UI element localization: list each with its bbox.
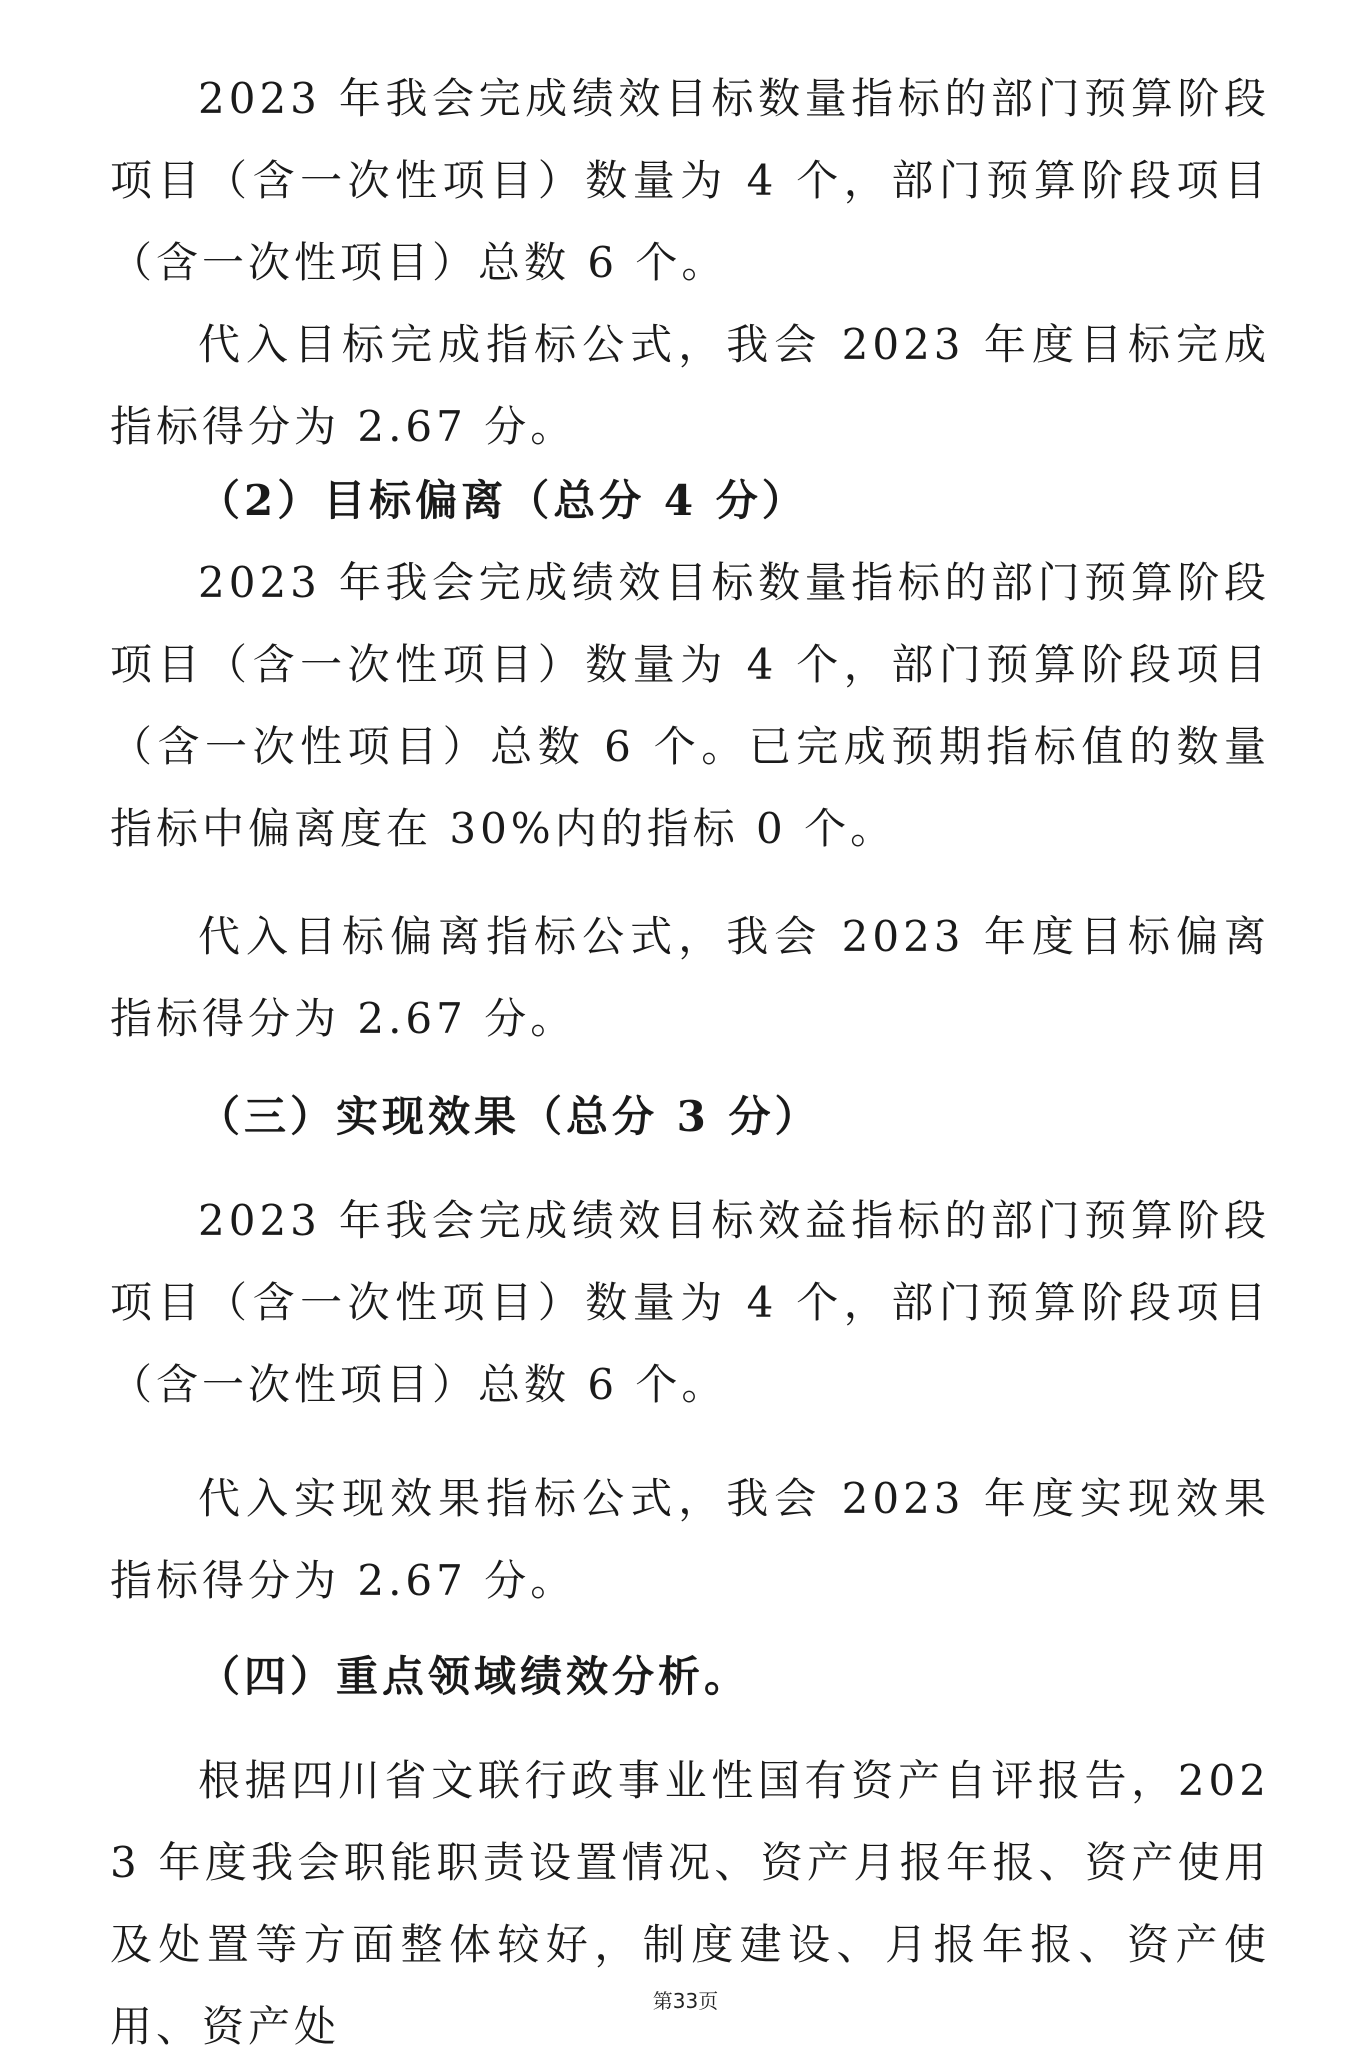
paragraph-achieved-effect-count: 2023 年我会完成绩效目标效益指标的部门预算阶段项目（含一次性项目）数量为 4 个，部门预算阶段项目（含一次性项目）总数 6 个。 (110, 1196, 1270, 1409)
page-number: 第33页 (652, 1989, 719, 2013)
heading-goal-deviation: （2）目标偏离（总分 4 分） (198, 476, 808, 525)
paragraph-goal-deviation-count: 2023 年我会完成绩效目标数量指标的部门预算阶段项目（含一次性项目）数量为 4 个，部门预算阶段项目（含一次性项目）总数 6 个。已完成预期指标值的数量指标中偏离度在 30%内的指标 0 个。 (110, 558, 1270, 853)
paragraph-goal-completion-count: 2023 年我会完成绩效目标数量指标的部门预算阶段项目（含一次性项目）数量为 4 个，部门预算阶段项目（含一次性项目）总数 6 个。 (110, 74, 1270, 287)
paragraph-asset-self-assessment: 根据四川省文联行政事业性国有资产自评报告，2023 年度我会职能职责设置情况、资产月报年报、资产使用及处置等方面整体较好，制度建设、月报年报、资产使用、资产处 (110, 1756, 1270, 2051)
paragraph-achieved-effect-score: 代入实现效果指标公式，我会 2023 年度实现效果指标得分为 2.67 分。 (110, 1474, 1270, 1605)
paragraph-goal-deviation-score: 代入目标偏离指标公式，我会 2023 年度目标偏离指标得分为 2.67 分。 (110, 912, 1270, 1043)
paragraph-goal-completion-score: 代入目标完成指标公式，我会 2023 年度目标完成指标得分为 2.67 分。 (110, 320, 1270, 451)
heading-achieved-effect: （三）实现效果（总分 3 分） (198, 1092, 821, 1141)
heading-key-area-analysis: （四）重点领域绩效分析。 (198, 1652, 751, 1701)
